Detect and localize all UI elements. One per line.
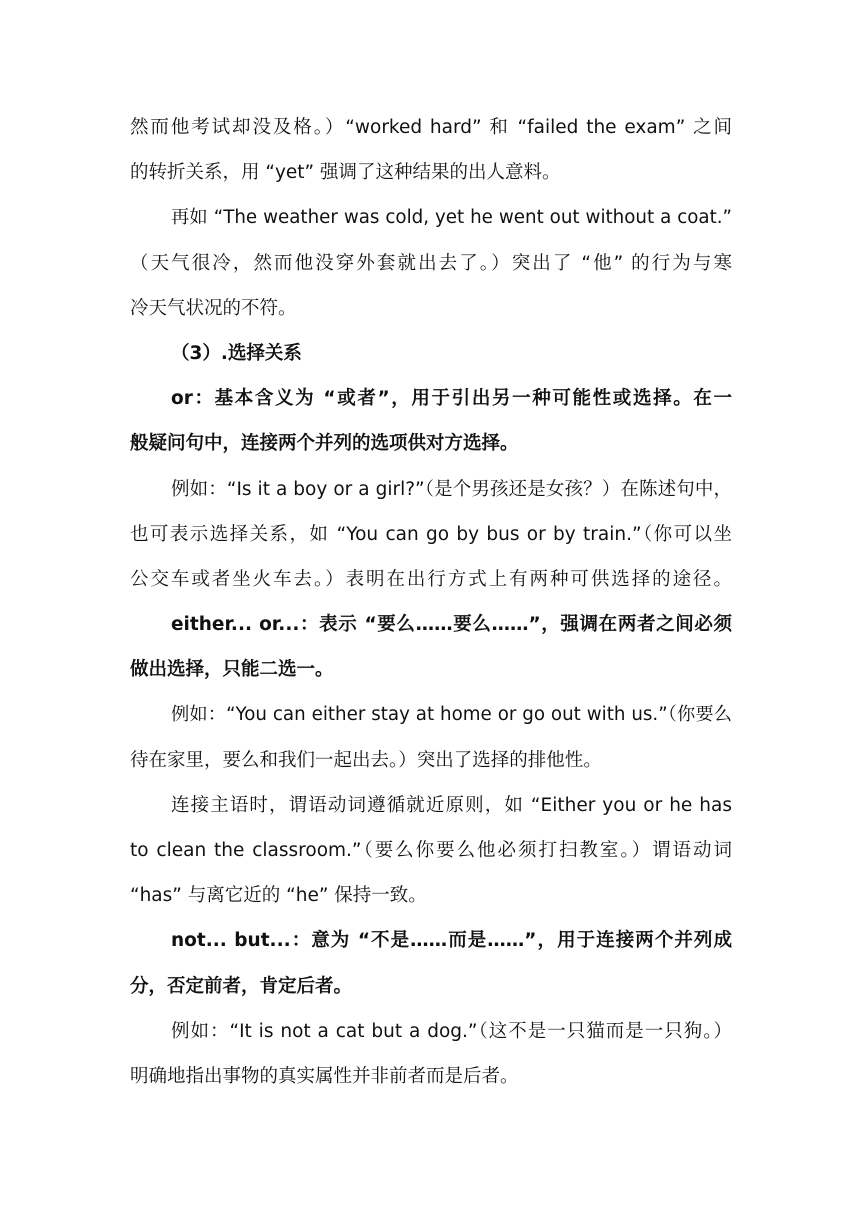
text-line: 待在家里，要么和我们一起出去。）突出了选择的排他性。 — [130, 749, 602, 771]
text-line: “has” 与离它近的 “he” 保持一致。 — [130, 885, 427, 907]
text-line: （天气很冷，然而他没穿外套就出去了。）突出了 “他” 的行为与寒 — [130, 252, 732, 274]
text-line: 也可表示选择关系，如 “You can go by bus or by train.”（你可以坐 — [130, 523, 732, 545]
text-line: 再如 “The weather was cold, yet he went out without a coat.” — [171, 207, 732, 229]
text-line: 做出选择，只能二选一。 — [130, 659, 334, 681]
text-line: to clean the classroom.”（要么你要么他必须打扫教室。）谓语动词 — [130, 840, 732, 861]
text-line: 然而他考试却没及格。）“worked hard” 和 “failed the exam” 之间 — [130, 117, 732, 138]
text-line: 公交车或者坐火车去。）表明在出行方式上有两种可供选择的途径。 — [130, 568, 732, 590]
text-line: not... but...：意为 “不是……而是……”，用于连接两个并列成 — [171, 930, 732, 952]
text-line: 分，否定前者，肯定后者。 — [130, 975, 353, 997]
text-line: 例如：“Is it a boy or a girl?”（是个男孩还是女孩？）在陈述句中， — [171, 478, 732, 500]
text-line: 般疑问句中，连接两个并列的选项供对方选择。 — [130, 433, 519, 455]
text-line: 的转折关系，用 “yet” 强调了这种结果的出人意料。 — [130, 162, 561, 184]
text-line: or：基本含义为 “或者”，用于引出另一种可能性或选择。在一 — [171, 388, 732, 410]
text-line: 连接主语时，谓语动词遵循就近原则，如 “Either you or he has — [171, 794, 732, 816]
text-line: 明确地指出事物的真实属性并非前者而是后者。 — [130, 1065, 519, 1087]
document-page — [130, 105, 732, 1099]
section-heading: （3）.选择关系 — [171, 342, 302, 364]
text-line: 冷天气状况的不符。 — [130, 297, 297, 319]
text-line: 例如：“It is not a cat but a dog.”（这不是一只猫而是一只狗。） — [171, 1020, 732, 1042]
text-line: either... or...：表示 “要么……要么……”，强调在两者之间必须 — [171, 614, 732, 636]
text-line: 例如：“You can either stay at home or go out with us.”（你要么 — [171, 704, 732, 726]
